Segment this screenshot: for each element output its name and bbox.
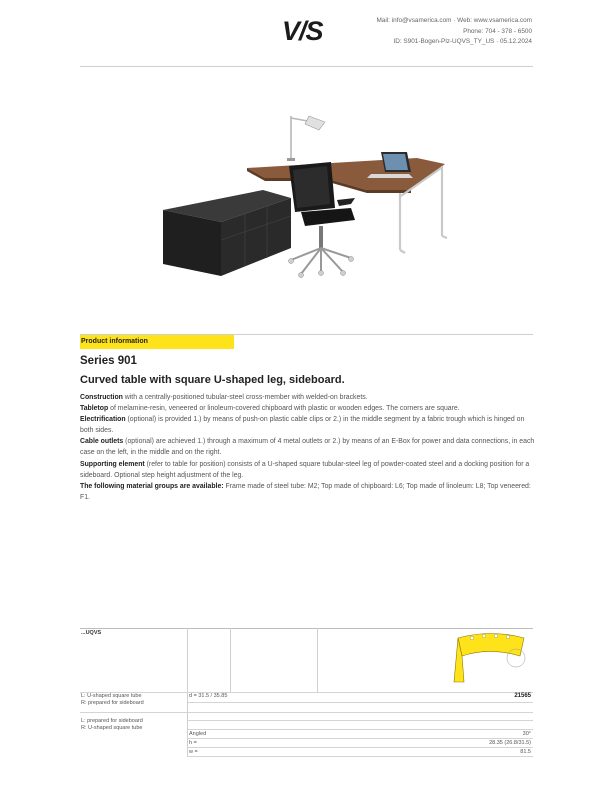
phone-line: Phone: 704 - 378 - 6500	[463, 27, 532, 35]
spec-value-angled: 30°	[522, 731, 531, 737]
series-title: Series 901	[80, 355, 137, 367]
price-value: 21565	[514, 693, 531, 699]
left-note-r1: R: prepared for sideboard	[81, 700, 144, 706]
contact-line: Mail: info@vsamerica.com · Web: www.vsamerica.com	[376, 17, 532, 24]
curved-table-diagram	[450, 630, 532, 690]
cable-outlets-paragraph: Cable outlets (optional) are achieved 1.) through a maximum of 4 metal outlets or 2.) by means of an E-Box for power and data connections, in each case on the left, in the middle and on the right.	[80, 438, 535, 457]
document-id-line: ID: S901-Bogen-Plz-UQVS_TY_US · 05.12.2024	[393, 38, 532, 45]
dimension-label: d = 31.5 / 35.85	[189, 693, 228, 699]
product-subtitle: Curved table with square U-shaped leg, sideboard.	[80, 374, 345, 386]
left-note-l1: L: U-shaped square tube	[81, 693, 142, 699]
construction-paragraph: Construction with a centrally-positioned tubular-steel cross-member with welded-on brackets.	[80, 394, 368, 401]
product-description	[80, 392, 535, 503]
header-contact	[376, 16, 532, 48]
material-groups-paragraph: The following material groups are available: Frame made of steel tube: M2; Top made of chipboard: L6; Top made of linoleum: L8; Top veneered: F1.	[80, 482, 531, 501]
spec-label-angled: Angled	[189, 731, 207, 737]
left-note-l2: L: prepared for sideboard	[81, 718, 143, 724]
spec-label-height: h =	[189, 740, 197, 746]
supporting-element-paragraph: Supporting element (refer to table for position) consists of a U-shaped square tubular-steel leg of powder-coated steel and a docking position for a sideboard. Optional step height adjustment of the leg.	[80, 460, 530, 479]
lamp-icon	[287, 116, 325, 161]
spec-value-height: 28.35 (26.8/31.5)	[489, 740, 531, 746]
vs-logo	[282, 16, 330, 44]
header-divider	[80, 66, 533, 67]
specification-table	[80, 628, 533, 757]
tabletop-paragraph: Tabletop of melamine-resin, veneered or linoleum-covered chipboard with plastic or wooden edges. The corners are square.	[80, 405, 460, 413]
spec-label-width: w =	[189, 749, 198, 755]
table-code: ...UQVS	[81, 630, 102, 636]
logo-text: V/S	[282, 16, 323, 44]
desk-with-chair-and-sideboard-photo	[155, 108, 455, 288]
spec-value-width: 81.5	[520, 749, 531, 755]
left-note-r2: R: U-shaped square tube	[81, 725, 143, 731]
product-info-label: Product information	[80, 335, 234, 349]
electrification-paragraph: Electrification (optional) is provided 1.) by means of push-on plastic cable clips or 2.) in the middle segment by a fabric trough which is hinged on both sides.	[80, 416, 525, 435]
